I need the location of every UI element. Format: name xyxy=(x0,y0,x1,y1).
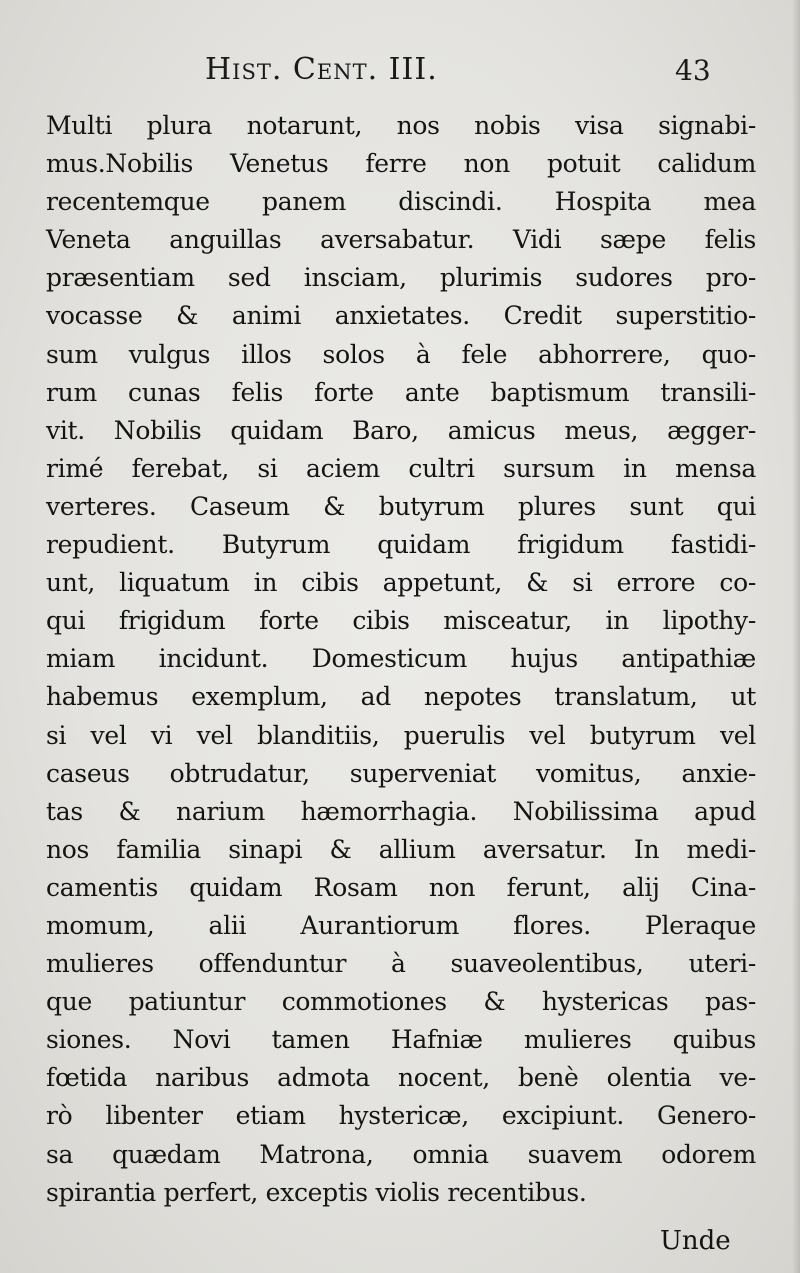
text-line: nos familia sinapi & allium aversatur. In medi- xyxy=(46,834,756,864)
text-line: camentis quidam Rosam non ferunt, alij Cina- xyxy=(46,872,756,902)
text-line: miam incidunt. Domesticum hujus antipathiæ xyxy=(46,644,756,674)
text-line: Multi plura notarunt, nos nobis visa signabi- xyxy=(46,111,756,140)
page-header xyxy=(0,52,800,92)
text-line: rò libenter etiam hystericæ, excipiunt. Genero- xyxy=(46,1101,756,1131)
page-number: 43 xyxy=(675,54,711,87)
text-line: repudient. Butyrum quidam frigidum fastidi- xyxy=(46,530,756,560)
text-line: unt, liquatum in cibis appetunt, & si errore co- xyxy=(46,568,756,598)
text-line: sa quædam Matrona, omnia suavem odorem xyxy=(46,1139,756,1169)
running-head: Hist. Cent. III. xyxy=(205,52,438,87)
text-line: verteres. Caseum & butyrum plures sunt qui xyxy=(46,491,756,521)
text-line: recentemque panem discindi. Hospita mea xyxy=(46,187,756,217)
body-text xyxy=(46,107,756,1212)
text-line: tas & narium hæmorrhagia. Nobilissima apud xyxy=(46,796,756,826)
text-line: mus.Nobilis Venetus ferre non potuit calidum xyxy=(46,149,756,179)
text-line: spirantia perfert, exceptis violis recentibus. xyxy=(46,1177,587,1207)
text-line: si vel vi vel blanditiis, puerulis vel butyrum vel xyxy=(46,720,756,750)
text-line: vocasse & animi anxietates. Credit superstitio- xyxy=(46,301,756,331)
text-line: caseus obtrudatur, superveniat vomitus, anxie- xyxy=(46,758,756,788)
text-line: qui frigidum forte cibis misceatur, in lipothy- xyxy=(46,606,756,636)
text-line: que patiuntur commotiones & hystericas pas- xyxy=(46,987,756,1017)
text-line: momum, alii Aurantiorum flores. Pleraque xyxy=(46,910,756,940)
text-line: præsentiam sed insciam, plurimis sudores pro- xyxy=(46,263,756,293)
text-line: rum cunas felis forte ante baptismum transili- xyxy=(46,377,756,407)
text-line: sum vulgus illos solos à fele abhorrere, quo- xyxy=(46,339,756,369)
text-line: fœtida naribus admota nocent, benè olentia ve- xyxy=(46,1063,756,1093)
text-line: mulieres offenduntur à suaveolentibus, uteri- xyxy=(46,949,756,979)
catchword: Unde xyxy=(660,1226,731,1256)
text-line: habemus exemplum, ad nepotes translatum, ut xyxy=(46,682,756,712)
text-line: vit. Nobilis quidam Baro, amicus meus, ægger- xyxy=(46,415,756,445)
text-line: Veneta anguillas aversabatur. Vidi sæpe felis xyxy=(46,225,756,255)
page-edge-shadow xyxy=(792,0,800,1273)
text-line: siones. Novi tamen Hafniæ mulieres quibus xyxy=(46,1025,756,1055)
text-line: rimé ferebat, si aciem cultri sursum in mensa xyxy=(46,453,756,483)
